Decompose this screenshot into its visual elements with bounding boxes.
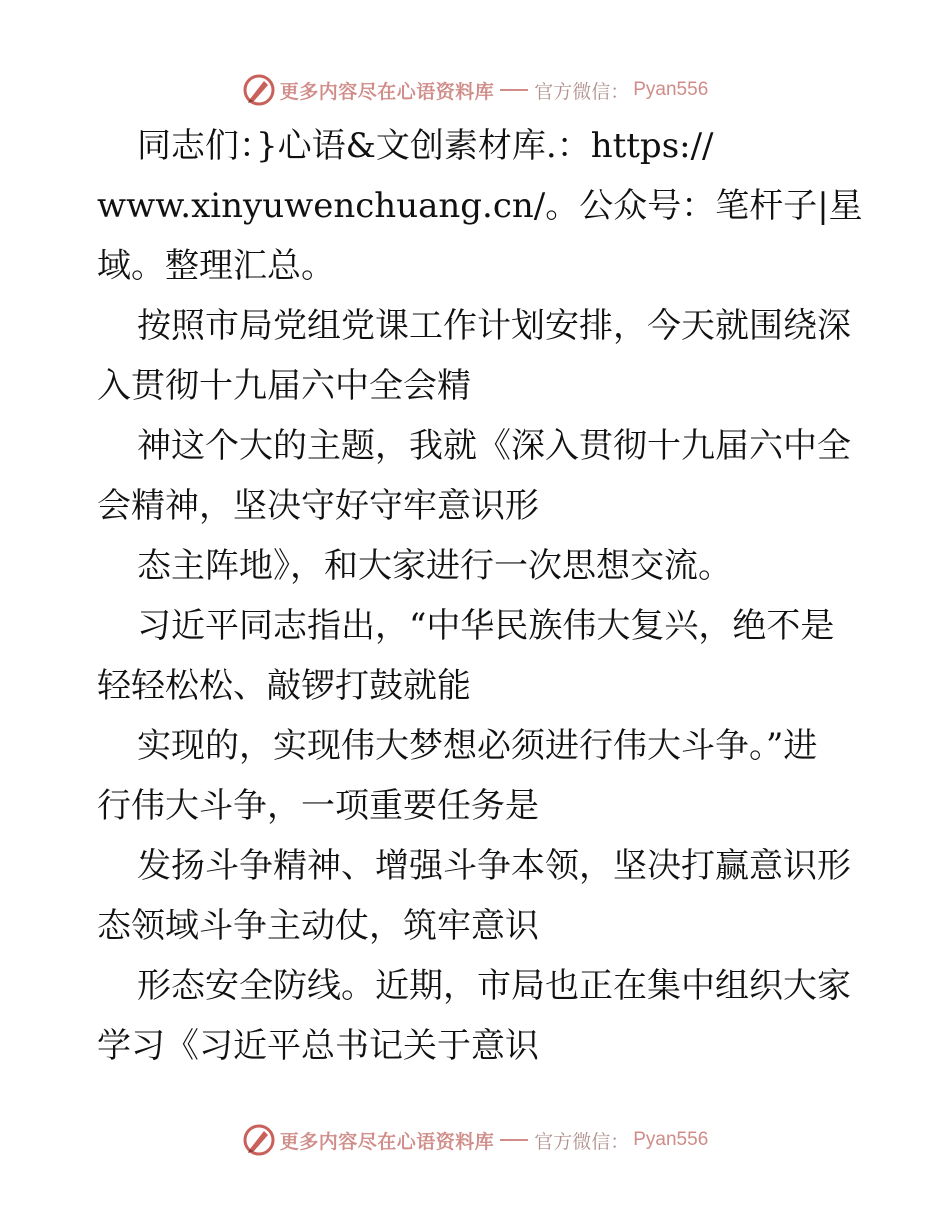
banner-wechat-label: 官方微信： (534, 80, 630, 103)
banner-wechat-id: Pyan556 (633, 79, 709, 100)
banner-separator (500, 89, 528, 91)
banner-title: 更多内容尽在心语资料库 (279, 80, 495, 103)
text-line: 习近平同志指出，“中华民族伟大复兴，绝不是 (137, 606, 835, 646)
pen-logo-icon (242, 1123, 276, 1157)
document-body (97, 116, 867, 1076)
text-line: 态领域斗争主动仗，筑牢意识 (97, 906, 539, 946)
text-line: 入贯彻十九届六中全会精 (97, 366, 471, 406)
text-line: 实现的，实现伟大梦想必须进行伟大斗争。”进 (137, 726, 818, 766)
banner-wechat-id: Pyan556 (633, 1129, 709, 1150)
text-line: 态主阵地》，和大家进行一次思想交流。 (137, 546, 732, 586)
text-line: 会精神，坚决守好守牢意识形 (97, 486, 539, 526)
text-line: 同志们：}心语&文创素材库.：https:// (137, 126, 714, 166)
text-line: 行伟大斗争，一项重要任务是 (97, 786, 539, 826)
header-banner (0, 70, 950, 110)
text-line: 形态安全防线。近期，市局也正在集中组织大家 (137, 966, 851, 1006)
text-line: 学习《习近平总书记关于意识 (97, 1026, 539, 1066)
text-line: 域。整理汇总。 (97, 246, 335, 286)
banner-wechat-label: 官方微信： (534, 1130, 630, 1153)
banner-separator (500, 1139, 528, 1141)
footer-banner (0, 1120, 950, 1160)
text-line: 轻轻松松、敲锣打鼓就能 (97, 666, 471, 706)
pen-logo-icon (242, 73, 276, 107)
text-line: 发扬斗争精神、增强斗争本领，坚决打赢意识形 (137, 846, 851, 886)
banner-title: 更多内容尽在心语资料库 (279, 1130, 495, 1153)
text-line: www.xinyuwenchuang.cn/。公众号：笔杆子|星 (97, 186, 863, 226)
text-line: 按照市局党组党课工作计划安排，今天就围绕深 (137, 306, 851, 346)
text-line: 神这个大的主题，我就《深入贯彻十九届六中全 (137, 426, 851, 466)
